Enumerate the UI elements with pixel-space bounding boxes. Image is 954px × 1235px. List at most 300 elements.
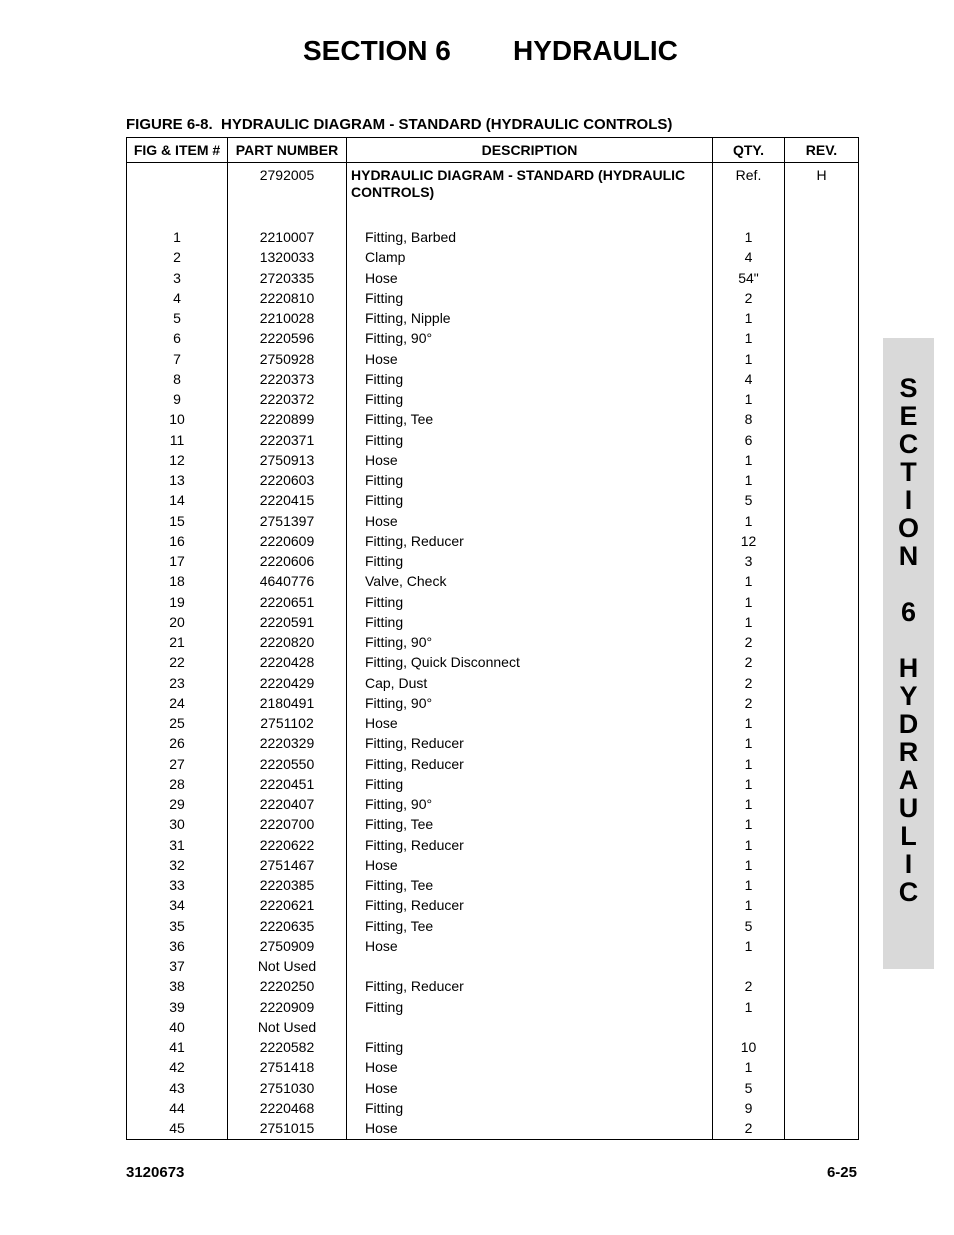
column-header-qty: QTY. (713, 138, 785, 163)
part-number: 2751030 (228, 1078, 347, 1098)
item-number: 40 (127, 1017, 228, 1037)
part-number: 2220603 (228, 470, 347, 490)
table-row (127, 511, 859, 531)
item-number: 10 (127, 409, 228, 429)
part-number: 2220622 (228, 835, 347, 855)
description: Hose (347, 936, 713, 956)
part-number: 1320033 (228, 247, 347, 267)
description: Fitting, Reducer (347, 531, 713, 551)
table-row (127, 936, 859, 956)
item-number: 38 (127, 976, 228, 996)
table-row (127, 1037, 859, 1057)
ref-description: HYDRAULIC DIAGRAM - STANDARD (HYDRAULIC CONTROLS) (347, 163, 713, 228)
table-row (127, 652, 859, 672)
revision (785, 308, 859, 328)
quantity: 8 (713, 409, 785, 429)
item-number: 42 (127, 1057, 228, 1077)
part-number: 2750909 (228, 936, 347, 956)
description: Fitting, Barbed (347, 227, 713, 247)
side-tab-letter: 6 (900, 597, 917, 627)
table-row (127, 551, 859, 571)
description: Hose (347, 268, 713, 288)
revision (785, 592, 859, 612)
table-row (127, 1057, 859, 1077)
item-number: 13 (127, 470, 228, 490)
table-row (127, 328, 859, 348)
table-row (127, 592, 859, 612)
item-number: 6 (127, 328, 228, 348)
part-number: Not Used (228, 956, 347, 976)
table-row (127, 247, 859, 267)
quantity: 5 (713, 490, 785, 510)
table-row (127, 754, 859, 774)
quantity: 9 (713, 1098, 785, 1118)
quantity: 1 (713, 835, 785, 855)
part-number: 2750928 (228, 349, 347, 369)
item-number: 33 (127, 875, 228, 895)
description: Fitting, Reducer (347, 835, 713, 855)
item-number: 25 (127, 713, 228, 733)
item-number: 3 (127, 268, 228, 288)
part-number: 2720335 (228, 268, 347, 288)
side-tab-letter: Y (899, 681, 918, 711)
table-row (127, 693, 859, 713)
description: Fitting, Tee (347, 916, 713, 936)
part-number: 2220810 (228, 288, 347, 308)
item-number: 7 (127, 349, 228, 369)
side-tab-letter: N (898, 541, 919, 571)
revision (785, 673, 859, 693)
part-number: 2210028 (228, 308, 347, 328)
description: Valve, Check (347, 571, 713, 591)
quantity: 1 (713, 612, 785, 632)
revision (785, 247, 859, 267)
item-number: 8 (127, 369, 228, 389)
table-row (127, 855, 859, 875)
part-number: 2751397 (228, 511, 347, 531)
part-number: 2220609 (228, 531, 347, 551)
part-number: 2180491 (228, 693, 347, 713)
quantity: 1 (713, 450, 785, 470)
quantity: 1 (713, 470, 785, 490)
part-number: 2220651 (228, 592, 347, 612)
description: Hose (347, 511, 713, 531)
side-tab-letter: C (898, 429, 919, 459)
quantity (713, 1017, 785, 1037)
table-row (127, 632, 859, 652)
revision (785, 409, 859, 429)
description: Fitting (347, 490, 713, 510)
revision (785, 268, 859, 288)
table-row (127, 916, 859, 936)
description: Clamp (347, 247, 713, 267)
item-number: 36 (127, 936, 228, 956)
part-number: 2220250 (228, 976, 347, 996)
revision (785, 936, 859, 956)
description: Hose (347, 349, 713, 369)
side-tab-letter: U (898, 793, 919, 823)
table-row (127, 1098, 859, 1118)
item-number: 27 (127, 754, 228, 774)
quantity: 2 (713, 652, 785, 672)
quantity: 1 (713, 855, 785, 875)
revision (785, 470, 859, 490)
description: Fitting, Reducer (347, 976, 713, 996)
item-number: 30 (127, 814, 228, 834)
reference-row (127, 163, 859, 228)
description: Fitting, Tee (347, 814, 713, 834)
description: Fitting, 90° (347, 794, 713, 814)
description: Hose (347, 1057, 713, 1077)
section-title (0, 33, 954, 69)
quantity: 3 (713, 551, 785, 571)
item-number: 19 (127, 592, 228, 612)
part-number: 2220407 (228, 794, 347, 814)
quantity: 1 (713, 349, 785, 369)
revision (785, 612, 859, 632)
table-row (127, 997, 859, 1017)
side-tab-letter: A (898, 765, 919, 795)
description: Fitting (347, 430, 713, 450)
table-row (127, 1017, 859, 1037)
description: Fitting (347, 1037, 713, 1057)
revision (785, 430, 859, 450)
description: Hose (347, 450, 713, 470)
revision (785, 389, 859, 409)
revision (785, 895, 859, 915)
item-number: 2 (127, 247, 228, 267)
revision (785, 369, 859, 389)
part-number: 2751102 (228, 713, 347, 733)
quantity: 1 (713, 875, 785, 895)
item-number: 28 (127, 774, 228, 794)
quantity: 4 (713, 369, 785, 389)
side-tab-letters (883, 374, 934, 906)
part-number: 2220329 (228, 733, 347, 753)
description: Fitting (347, 369, 713, 389)
part-number: 2220700 (228, 814, 347, 834)
part-number: 2210007 (228, 227, 347, 247)
item-number: 29 (127, 794, 228, 814)
item-number: 14 (127, 490, 228, 510)
table-row (127, 774, 859, 794)
item-number: 31 (127, 835, 228, 855)
revision (785, 551, 859, 571)
table-row (127, 1078, 859, 1098)
description: Fitting, Reducer (347, 895, 713, 915)
item-number: 26 (127, 733, 228, 753)
table-row (127, 713, 859, 733)
quantity: 2 (713, 1118, 785, 1140)
side-tab-letter: T (900, 457, 917, 487)
revision (785, 1017, 859, 1037)
quantity: 1 (713, 814, 785, 834)
revision (785, 652, 859, 672)
table-row (127, 430, 859, 450)
side-tab-letter: E (899, 401, 918, 431)
quantity: 1 (713, 328, 785, 348)
description: Fitting (347, 612, 713, 632)
table-row (127, 875, 859, 895)
description: Hose (347, 855, 713, 875)
description: Fitting, Reducer (347, 733, 713, 753)
item-number: 32 (127, 855, 228, 875)
part-number: 2220909 (228, 997, 347, 1017)
ref-rev: H (785, 163, 859, 228)
description: Fitting (347, 592, 713, 612)
revision (785, 875, 859, 895)
item-number: 39 (127, 997, 228, 1017)
table-row (127, 976, 859, 996)
part-number: 2220606 (228, 551, 347, 571)
section-side-tab (883, 338, 934, 969)
part-number: 2220621 (228, 895, 347, 915)
table-row (127, 571, 859, 591)
part-number: 2220372 (228, 389, 347, 409)
part-number: 2750913 (228, 450, 347, 470)
table-row (127, 288, 859, 308)
revision (785, 976, 859, 996)
revision (785, 794, 859, 814)
item-number: 24 (127, 693, 228, 713)
table-row (127, 733, 859, 753)
revision (785, 1078, 859, 1098)
side-tab-letter: O (897, 513, 919, 543)
table-row (127, 814, 859, 834)
item-number: 20 (127, 612, 228, 632)
footer-doc-number: 3120673 (126, 1164, 185, 1181)
quantity: 10 (713, 1037, 785, 1057)
revision (785, 227, 859, 247)
item-number: 45 (127, 1118, 228, 1140)
item-number: 35 (127, 916, 228, 936)
revision (785, 349, 859, 369)
item-number: 9 (127, 389, 228, 409)
side-tab-letter: R (898, 737, 919, 767)
column-header-description: DESCRIPTION (347, 138, 713, 163)
revision (785, 450, 859, 470)
table-row (127, 470, 859, 490)
revision (785, 531, 859, 551)
description: Fitting (347, 997, 713, 1017)
quantity: 1 (713, 1057, 785, 1077)
item-number: 11 (127, 430, 228, 450)
item-number: 37 (127, 956, 228, 976)
part-number: 2220635 (228, 916, 347, 936)
revision (785, 916, 859, 936)
description: Hose (347, 1078, 713, 1098)
revision (785, 774, 859, 794)
quantity: 1 (713, 389, 785, 409)
description: Fitting, 90° (347, 632, 713, 652)
item-number: 4 (127, 288, 228, 308)
item-number: 16 (127, 531, 228, 551)
part-number: 2220428 (228, 652, 347, 672)
quantity: 2 (713, 632, 785, 652)
parts-table (126, 137, 859, 1140)
column-header-part-number: PART NUMBER (228, 138, 347, 163)
revision (785, 754, 859, 774)
item-number: 21 (127, 632, 228, 652)
part-number: 2751418 (228, 1057, 347, 1077)
table-row (127, 531, 859, 551)
revision (785, 713, 859, 733)
description: Fitting (347, 288, 713, 308)
quantity: 5 (713, 1078, 785, 1098)
table-row (127, 227, 859, 247)
part-number: 2220596 (228, 328, 347, 348)
item-number: 18 (127, 571, 228, 591)
description: Fitting, Quick Disconnect (347, 652, 713, 672)
description (347, 956, 713, 976)
revision (785, 1118, 859, 1140)
quantity: 54" (713, 268, 785, 288)
table-row (127, 895, 859, 915)
description: Fitting (347, 774, 713, 794)
item-number: 44 (127, 1098, 228, 1118)
ref-part-number: 2792005 (228, 163, 347, 228)
ref-qty: Ref. (713, 163, 785, 228)
item-number: 17 (127, 551, 228, 571)
quantity: 1 (713, 733, 785, 753)
part-number: 2220385 (228, 875, 347, 895)
part-number: 2220371 (228, 430, 347, 450)
side-tab-letter: I (904, 485, 913, 515)
side-tab-letter: S (899, 373, 918, 403)
part-number: 2220820 (228, 632, 347, 652)
revision (785, 733, 859, 753)
quantity: 1 (713, 936, 785, 956)
quantity: 1 (713, 592, 785, 612)
figure-title: FIGURE 6-8. HYDRAULIC DIAGRAM - STANDARD (HYDRAULIC CONTROLS) (126, 116, 673, 133)
item-number: 15 (127, 511, 228, 531)
revision (785, 490, 859, 510)
revision (785, 997, 859, 1017)
revision (785, 511, 859, 531)
revision (785, 632, 859, 652)
revision (785, 693, 859, 713)
table-row (127, 794, 859, 814)
quantity: 4 (713, 247, 785, 267)
description: Fitting (347, 1098, 713, 1118)
description: Hose (347, 1118, 713, 1140)
table-row (127, 349, 859, 369)
quantity: 1 (713, 774, 785, 794)
side-tab-letter: I (904, 849, 913, 879)
quantity: 5 (713, 916, 785, 936)
part-number: 2751467 (228, 855, 347, 875)
item-number: 12 (127, 450, 228, 470)
table-row (127, 1118, 859, 1140)
part-number: 2751015 (228, 1118, 347, 1140)
part-number: 4640776 (228, 571, 347, 591)
part-number: 2220415 (228, 490, 347, 510)
quantity: 2 (713, 288, 785, 308)
column-header-item: FIG & ITEM # (127, 138, 228, 163)
table-row (127, 612, 859, 632)
ref-item (127, 163, 228, 228)
item-number: 43 (127, 1078, 228, 1098)
quantity: 6 (713, 430, 785, 450)
table-row (127, 450, 859, 470)
item-number: 1 (127, 227, 228, 247)
table-row (127, 389, 859, 409)
table-row (127, 956, 859, 976)
description: Fitting, 90° (347, 328, 713, 348)
quantity (713, 956, 785, 976)
revision (785, 328, 859, 348)
part-number: 2220429 (228, 673, 347, 693)
table-row (127, 409, 859, 429)
description: Fitting (347, 551, 713, 571)
description: Fitting, Tee (347, 409, 713, 429)
part-number: 2220591 (228, 612, 347, 632)
table-header-row (127, 138, 859, 163)
quantity: 1 (713, 997, 785, 1017)
table-row (127, 490, 859, 510)
table-row (127, 369, 859, 389)
revision (785, 571, 859, 591)
table-row (127, 308, 859, 328)
quantity: 1 (713, 794, 785, 814)
part-number: 2220451 (228, 774, 347, 794)
quantity: 1 (713, 227, 785, 247)
item-number: 22 (127, 652, 228, 672)
section-number: SECTION 6 (303, 35, 451, 66)
quantity: 1 (713, 511, 785, 531)
part-number: 2220468 (228, 1098, 347, 1118)
item-number: 34 (127, 895, 228, 915)
item-number: 41 (127, 1037, 228, 1057)
quantity: 2 (713, 976, 785, 996)
description: Hose (347, 713, 713, 733)
description: Fitting (347, 389, 713, 409)
part-number: 2220550 (228, 754, 347, 774)
revision (785, 1037, 859, 1057)
revision (785, 1057, 859, 1077)
part-number: 2220899 (228, 409, 347, 429)
revision (785, 835, 859, 855)
part-number: Not Used (228, 1017, 347, 1037)
revision (785, 814, 859, 834)
quantity: 1 (713, 754, 785, 774)
revision (785, 956, 859, 976)
section-name: HYDRAULIC (513, 35, 678, 66)
quantity: 2 (713, 693, 785, 713)
table-row (127, 268, 859, 288)
table-row (127, 673, 859, 693)
quantity: 2 (713, 673, 785, 693)
description: Fitting, 90° (347, 693, 713, 713)
column-header-rev: REV. (785, 138, 859, 163)
side-tab-letter: C (898, 877, 919, 907)
description: Fitting (347, 470, 713, 490)
quantity: 1 (713, 308, 785, 328)
part-number: 2220373 (228, 369, 347, 389)
description: Fitting, Reducer (347, 754, 713, 774)
revision (785, 855, 859, 875)
quantity: 12 (713, 531, 785, 551)
quantity: 1 (713, 713, 785, 733)
revision (785, 288, 859, 308)
quantity: 1 (713, 571, 785, 591)
description: Fitting, Tee (347, 875, 713, 895)
table-row (127, 835, 859, 855)
footer-page-number: 6-25 (826, 1164, 857, 1181)
item-number: 23 (127, 673, 228, 693)
revision (785, 1098, 859, 1118)
part-number: 2220582 (228, 1037, 347, 1057)
